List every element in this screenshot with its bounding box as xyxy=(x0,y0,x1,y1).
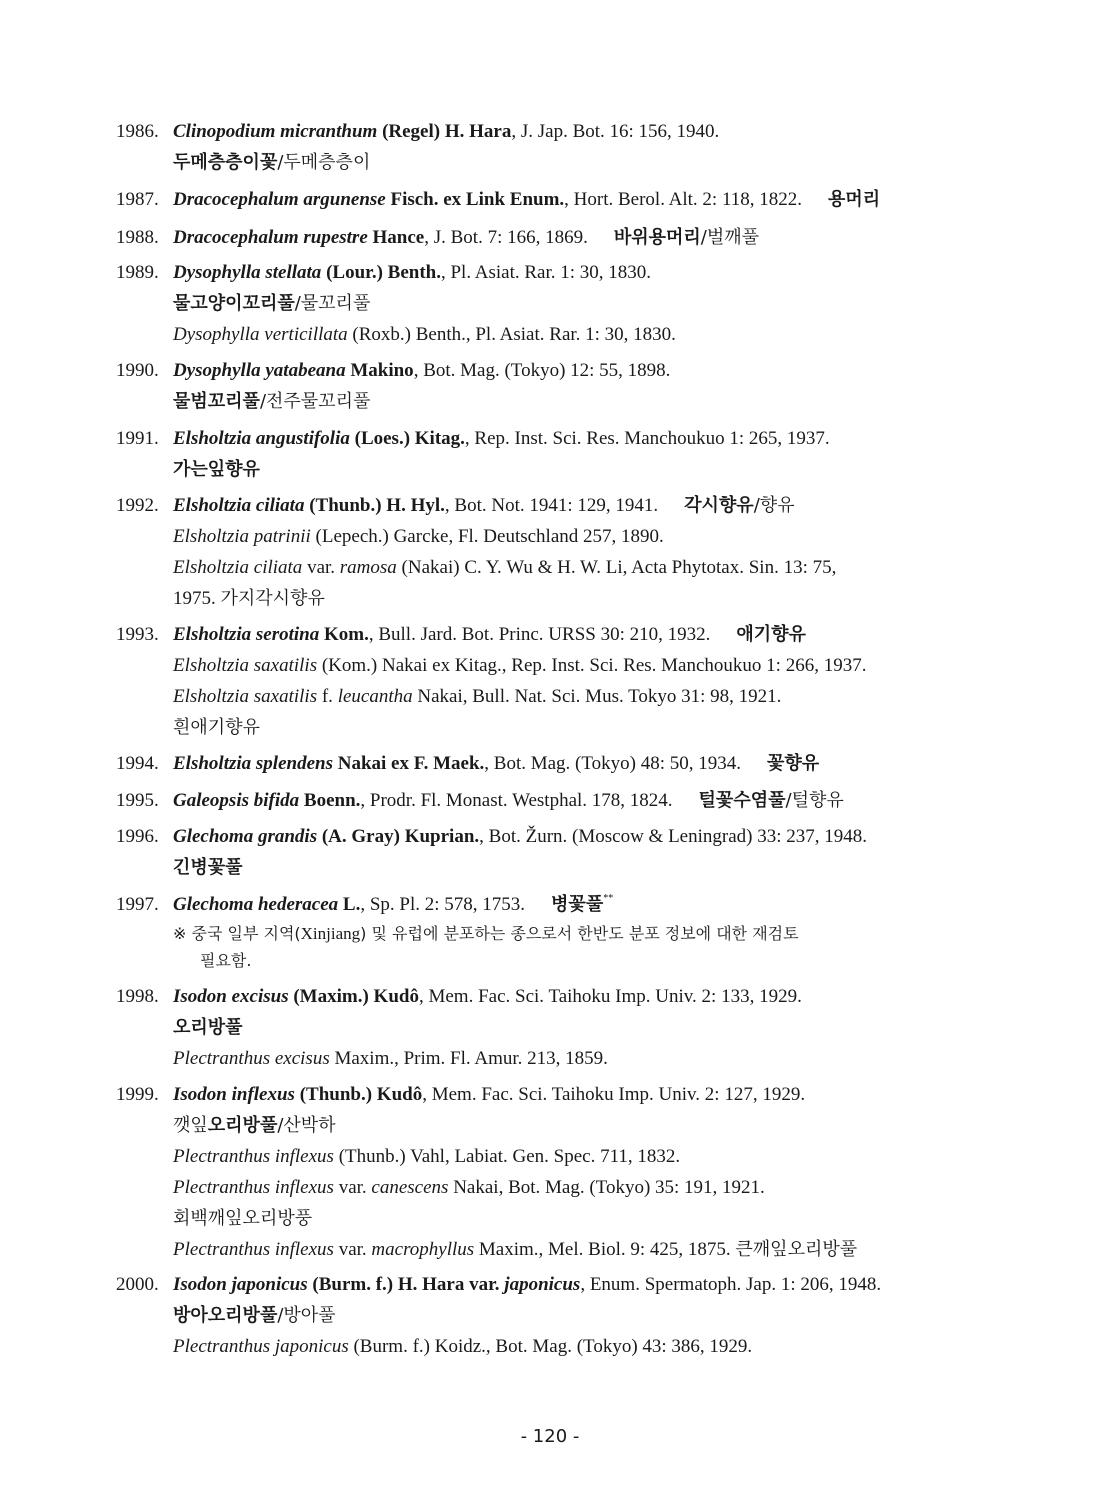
synonym-citation: (Kom.) Nakai ex Kitag., Rep. Inst. Sci. Res. Manchoukuo 1: 266, 1937. xyxy=(317,655,867,676)
species-name: Galeopsis bifida xyxy=(173,790,300,811)
synonym-name: Elsholtzia saxatilis xyxy=(173,686,318,707)
citation: , Mem. Fac. Sci. Taihoku Imp. Univ. 2: 133, 1929. xyxy=(418,986,802,1007)
species-entry-1987 xyxy=(116,184,986,215)
synonym-name: Plectranthus inflexus xyxy=(173,1146,334,1167)
synonym-name: Dysophylla verticillata xyxy=(173,324,348,345)
korean-name: 두메층층이꽃 xyxy=(173,152,278,173)
synonym-citation-cont: 1975. xyxy=(173,588,216,609)
entry-number: 1992. xyxy=(116,495,159,516)
species-author: (Thunb.) Kudô xyxy=(299,1084,423,1105)
entry-number: 1996. xyxy=(116,826,159,847)
synonym-citation: (Roxb.) Benth., Pl. Asiat. Rar. 1: 30, 1830. xyxy=(347,324,676,345)
entry-number: 1987. xyxy=(116,189,159,210)
citation: , Bot. Not. 1941: 129, 1941. xyxy=(444,495,659,516)
citation: , Prodr. Fl. Monast. Westphal. 178, 1824. xyxy=(360,790,673,811)
species-name: Elsholtzia splendens xyxy=(173,753,333,774)
korean-alt-name: /전주물꼬리풀 xyxy=(259,391,371,412)
species-author: (Lour.) Benth. xyxy=(326,262,441,283)
korean-name: 애기향유 xyxy=(736,624,806,645)
note-text-cont: ) 및 유럽에 분포하는 종으로서 한반도 분포 정보에 대한 재검토 xyxy=(360,924,799,943)
korean-alt-name: /벌깨풀 xyxy=(700,227,760,248)
korean-name: 꽃향유 xyxy=(767,753,820,774)
korean-name: 오리방풀 xyxy=(207,1115,278,1136)
species-entry-1993 xyxy=(116,619,986,743)
synonym-citation: (Nakai) C. Y. Wu & H. W. Li, Acta Phytotax. Sin. 13: 75, xyxy=(396,557,837,578)
synonym-line xyxy=(116,1043,986,1074)
entry-number: 1995. xyxy=(116,790,159,811)
synonym-line xyxy=(116,552,986,583)
synonym-name: Elsholtzia patrinii xyxy=(173,526,311,547)
synonym-citation: (Burm. f.) Koidz., Bot. Mag. (Tokyo) 43: 386, 1929. xyxy=(348,1336,753,1357)
entry-number: 1989. xyxy=(116,262,159,283)
synonym-korean-name: 흰애기향유 xyxy=(173,717,260,738)
rank-label: var. xyxy=(302,557,340,578)
species-author: Makino xyxy=(350,360,414,381)
species-name: Isodon inflexus xyxy=(173,1084,295,1105)
species-entry-1998 xyxy=(116,981,986,1074)
synonym-line xyxy=(116,319,986,350)
citation: , Bot. Žurn. (Moscow & Leningrad) 33: 237, 1948. xyxy=(479,826,868,847)
korean-name: 오리방풀 xyxy=(173,1017,243,1038)
synonym-name: Plectranthus inflexus xyxy=(173,1239,334,1260)
species-author: Kom. xyxy=(324,624,369,645)
synonym-line xyxy=(116,681,986,712)
entry-number: 1994. xyxy=(116,753,159,774)
synonym-citation: Nakai, Bull. Nat. Sci. Mus. Tokyo 31: 98, 1921. xyxy=(412,686,782,707)
korean-name: 털꽃수염풀 xyxy=(698,790,786,811)
synonym-name: Plectranthus excisus xyxy=(173,1048,330,1069)
synonym-citation: (Thunb.) Vahl, Labiat. Gen. Spec. 711, 1832. xyxy=(333,1146,681,1167)
species-entry-1999 xyxy=(116,1079,986,1265)
synonym-line xyxy=(116,1234,986,1265)
citation: , Bot. Mag. (Tokyo) 12: 55, 1898. xyxy=(413,360,671,381)
rank-label: var. xyxy=(333,1239,372,1260)
citation: , Bull. Jard. Bot. Princ. URSS 30: 210, 1932. xyxy=(368,624,711,645)
citation: , Pl. Asiat. Rar. 1: 30, 1830. xyxy=(440,262,652,283)
entry-number: 1990. xyxy=(116,360,159,381)
infraspecific-epithet: macrophyllus xyxy=(371,1239,475,1260)
rank-label: var. xyxy=(333,1177,372,1198)
species-author: L. xyxy=(342,894,361,915)
species-entry-1997 xyxy=(116,889,986,974)
synonym-name: Plectranthus inflexus xyxy=(173,1177,334,1198)
species-name: Elsholtzia ciliata xyxy=(173,495,305,516)
synonym-name: Elsholtzia saxatilis xyxy=(173,655,318,676)
entry-number: 1988. xyxy=(116,227,159,248)
species-author: (Loes.) Kitag. xyxy=(354,428,465,449)
species-name: Elsholtzia angustifolia xyxy=(173,428,350,449)
remark-note-cont: 필요함. xyxy=(200,951,252,970)
synonym-citation: Nakai, Bot. Mag. (Tokyo) 35: 191, 1921. xyxy=(448,1177,765,1198)
korean-name: 병꽃풀 xyxy=(551,894,604,915)
variety-epithet: japonicus xyxy=(504,1274,581,1295)
entry-number: 1998. xyxy=(116,986,159,1007)
synonym-line xyxy=(116,1141,986,1172)
synonym-name: Elsholtzia ciliata xyxy=(173,557,303,578)
species-entry-1990 xyxy=(116,355,986,417)
remark-note xyxy=(116,920,986,947)
entry-number: 1997. xyxy=(116,894,159,915)
species-name: Elsholtzia serotina xyxy=(173,624,320,645)
synonym-citation: Maxim., Prim. Fl. Amur. 213, 1859. xyxy=(329,1048,608,1069)
rank-label: f. xyxy=(317,686,338,707)
species-author: (Burm. f.) H. Hara var. xyxy=(312,1274,500,1295)
species-entry-1992 xyxy=(116,490,986,614)
synonym-line xyxy=(116,1331,986,1362)
korean-alt-name: /산박하 xyxy=(277,1115,336,1136)
korean-name: 각시향유 xyxy=(684,495,754,516)
citation: , J. Jap. Bot. 16: 156, 1940. xyxy=(511,121,720,142)
infraspecific-epithet: ramosa xyxy=(339,557,397,578)
synonym-korean-name: 가지각시향유 xyxy=(220,588,325,609)
species-entry-1989 xyxy=(116,257,986,350)
entry-number: 1986. xyxy=(116,121,159,142)
species-entry-1986 xyxy=(116,116,986,178)
citation: , Rep. Inst. Sci. Res. Manchoukuo 1: 265, 1937. xyxy=(464,428,830,449)
korean-alt-name: /털향유 xyxy=(785,790,844,811)
species-entry-1991 xyxy=(116,423,986,485)
species-name: Glechoma grandis xyxy=(173,826,318,847)
species-author: (Thunb.) H. Hyl. xyxy=(309,495,445,516)
species-entry-1996 xyxy=(116,821,986,883)
synonym-citation: Maxim., Mel. Biol. 9: 425, 1875. xyxy=(474,1239,731,1260)
synonym-name: Plectranthus japonicus xyxy=(173,1336,349,1357)
citation: , Sp. Pl. 2: 578, 1753. xyxy=(360,894,526,915)
species-name: Dracocephalum rupestre xyxy=(173,227,368,248)
synonym-korean-name: 큰깨잎오리방풀 xyxy=(735,1239,858,1260)
entry-number: 1993. xyxy=(116,624,159,645)
citation: , Enum. Spermatoph. Jap. 1: 206, 1948. xyxy=(580,1274,882,1295)
page-number: - 120 - xyxy=(520,1426,580,1447)
korean-name: 바위용머리 xyxy=(613,227,701,248)
species-entry-1988 xyxy=(116,222,986,253)
species-author: Boenn. xyxy=(303,790,361,811)
korean-alt-name: /두메층층이 xyxy=(277,152,371,173)
species-name: Glechoma hederacea xyxy=(173,894,339,915)
korean-name: 용머리 xyxy=(828,189,881,210)
species-entry-1994 xyxy=(116,748,986,779)
species-entry-2000 xyxy=(116,1269,986,1362)
note-region: Xinjiang xyxy=(300,924,361,943)
citation: , Bot. Mag. (Tokyo) 48: 50, 1934. xyxy=(484,753,742,774)
synonym-line xyxy=(116,521,986,552)
species-name: Dysophylla yatabeana xyxy=(173,360,346,381)
korean-alt-name: /방아풀 xyxy=(277,1305,336,1326)
species-author: (Maxim.) Kudô xyxy=(293,986,419,1007)
korean-name-prefix: 깻잎 xyxy=(173,1115,208,1136)
species-author: Fisch. ex Link Enum. xyxy=(390,189,565,210)
species-name: Clinopodium micranthum xyxy=(173,121,378,142)
korean-name: 물범꼬리풀 xyxy=(173,391,260,412)
infraspecific-epithet: leucantha xyxy=(337,686,413,707)
synonym-line xyxy=(116,1172,986,1203)
synonym-citation: (Lepech.) Garcke, Fl. Deutschland 257, 1890. xyxy=(310,526,664,547)
entry-number: 1999. xyxy=(116,1084,159,1105)
korean-name: 방아오리방풀 xyxy=(173,1305,278,1326)
note-text: ※ 중국 일부 지역( xyxy=(173,924,301,943)
infraspecific-epithet: canescens xyxy=(371,1177,449,1198)
korean-alt-name: /향유 xyxy=(753,495,795,516)
synonym-line xyxy=(116,650,986,681)
species-entry-1995 xyxy=(116,785,986,816)
citation: , Hort. Berol. Alt. 2: 118, 1822. xyxy=(564,189,802,210)
footnote-marker: ** xyxy=(603,893,614,904)
korean-name: 물고양이꼬리풀 xyxy=(173,293,295,314)
species-author: Nakai ex F. Maek. xyxy=(337,753,485,774)
citation: , J. Bot. 7: 166, 1869. xyxy=(424,227,588,248)
entry-number: 1991. xyxy=(116,428,159,449)
synonym-korean-name: 회백깨잎오리방풍 xyxy=(173,1208,313,1229)
korean-name: 긴병꽃풀 xyxy=(173,857,243,878)
species-author: (A. Gray) Kuprian. xyxy=(321,826,480,847)
species-name: Isodon japonicus xyxy=(173,1274,308,1295)
citation: , Mem. Fac. Sci. Taihoku Imp. Univ. 2: 127, 1929. xyxy=(422,1084,806,1105)
korean-name: 가는잎향유 xyxy=(173,459,260,480)
species-name: Isodon excisus xyxy=(173,986,289,1007)
entry-number: 2000. xyxy=(116,1274,159,1295)
species-name: Dracocephalum argunense xyxy=(173,189,386,210)
species-name: Dysophylla stellata xyxy=(173,262,322,283)
korean-alt-name: /물꼬리풀 xyxy=(294,293,371,314)
species-author: (Regel) H. Hara xyxy=(382,121,512,142)
species-author: Hance xyxy=(372,227,425,248)
